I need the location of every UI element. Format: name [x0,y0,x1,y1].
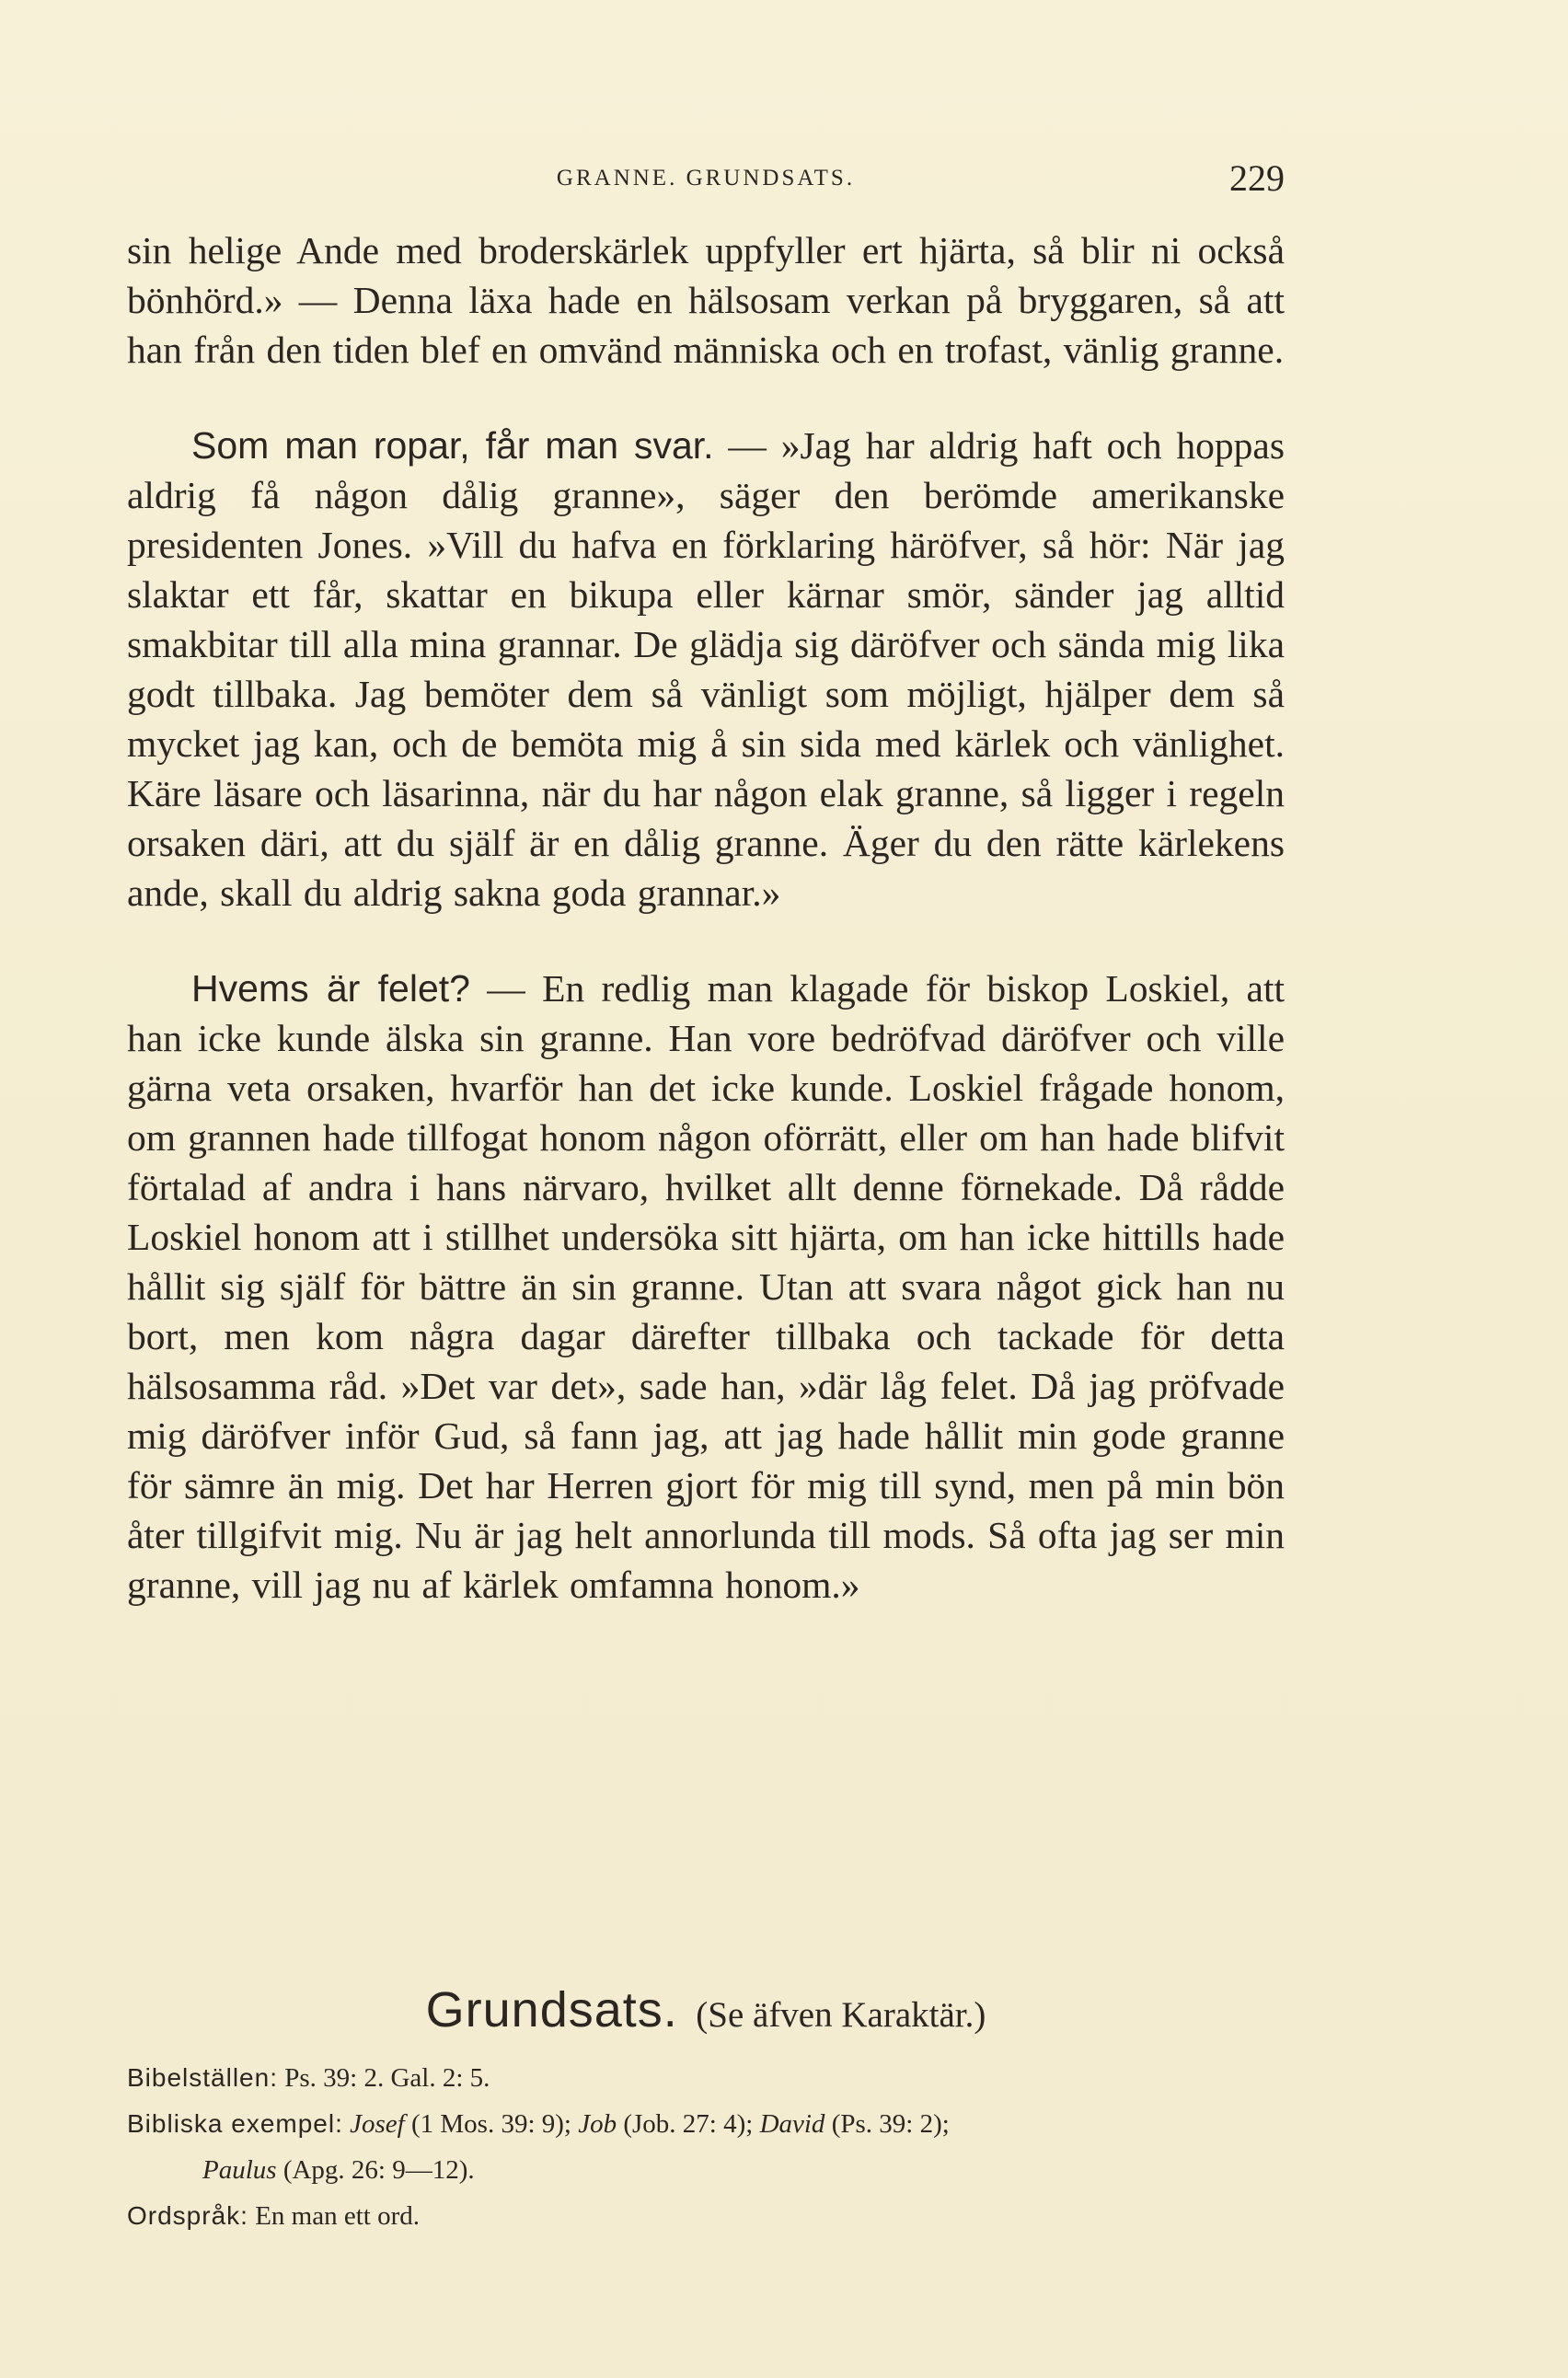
bibliska-exempel-label: Bibliska exempel: [127,2109,343,2138]
reference-list [127,2055,1285,2239]
running-title: GRANNE. GRUNDSATS. [556,166,856,190]
bibelstallen-label: Bibelställen: [127,2063,278,2092]
ordsprak-label: Ordspråk: [127,2201,248,2230]
exempel-paulus-ref: (Apg. 26: 9—12). [282,2155,475,2185]
paragraph-som-man-ropar [127,421,1285,918]
exempel-job-ref: (Job. 27: 4); [623,2109,754,2139]
ordsprak-row [127,2193,1285,2239]
section-gap [127,375,1285,421]
grundsats-section [127,1981,1285,2239]
exempel-josef: Josef [350,2109,405,2139]
ordsprak-text: En man ett ord. [255,2201,420,2231]
section-heading-som-man-ropar: Som man ropar, får man svar. [191,424,714,467]
section-gap [127,918,1285,964]
exempel-paulus: Paulus [202,2155,277,2185]
bibelstallen-row [127,2055,1285,2101]
running-header [127,156,1285,202]
section-heading-hvems-ar-felet: Hvems är felet? [191,967,470,1010]
grundsats-title: Grundsats. [425,1982,678,2037]
exempel-josef-ref: (1 Mos. 39: 9); [410,2109,571,2139]
exempel-david: David [759,2109,825,2139]
paragraph-body: »Jag har aldrig haft och hoppas aldrig få någon dålig granne», säger den berömde amerikanske presidenten Jones. »Vill du hafva en förklaring häröfver, så hör: När jag slaktar ett får, skattar en bikupa eller kärnar smör, sänder jag alltid smakbitar till alla mina grannar. De glädja sig däröfver och sända mig lika godt tillbaka. Jag bemöter dem så vänligt som möjligt, hjälper dem så mycket jag kan, och de bemöta mig å sin sida med kärlek och vänlighet. Käre läsare och läsarinna, när du har någon elak granne, så ligger i regeln orsaken däri, att du själf är en dålig granne. Äger du den rätte kärlekens ande, skall du aldrig sakna goda grannar.» [127,424,1286,914]
exempel-david-ref: (Ps. 39: 2); [831,2109,950,2139]
see-also-reference: (Se äfven Karaktär.) [696,1995,986,2035]
em-dash: — [728,424,767,467]
paragraph-hvems-ar-felet [127,964,1285,1610]
page-number: 229 [1229,157,1285,199]
paragraph-body: En redlig man klagade för biskop Loskiel, att han icke kunde älska sin granne. Han vore bedröfvad däröfver och ville gärna veta orsaken, hvarför han det icke kunde. Loskiel frågade honom, om grannen hade tillfogat honom någon oförrätt, eller om han hade blifvit förtalad af andra i hans närvaro, hvilket allt denne förnekade. Då rådde Loskiel honom att i stillhet undersöka sitt hjärta, om han icke hittills hade hållit sig själf för bättre än sin granne. Utan att svara något gick han nu bort, men kom några dagar därefter tillbaka och tackade för detta hälsosamma råd. »Det var det», sade han, »där låg felet. Då jag pröfvade mig däröfver inför Gud, så fann jag, att jag hade hållit min gode granne för sämre än mig. Det har Herren gjort för mig till synd, men på min bön åter tillgifvit mig. Nu är jag helt annorlunda till mods. Så ofta jag ser min granne, vill jag nu af kärlek omfamna honom.» [127,967,1286,1606]
grundsats-title-row [127,1981,1285,2038]
bibliska-exempel-row [127,2101,1285,2147]
bibliska-exempel-continuation [127,2147,1285,2193]
em-dash: — [487,967,525,1010]
exempel-job: Job [578,2109,617,2139]
bibelstallen-text: Ps. 39: 2. Gal. 2: 5. [284,2063,490,2093]
paragraph-continuation: sin helige Ande med broderskärlek uppfyller ert hjärta, så blir ni också bönhörd.» — Denna läxa hade en hälsosam verkan på bryggaren, så att han från den tiden blef en omvänd människa och en trofast, vänlig granne. [127,229,1285,371]
body-text [127,225,1285,1610]
